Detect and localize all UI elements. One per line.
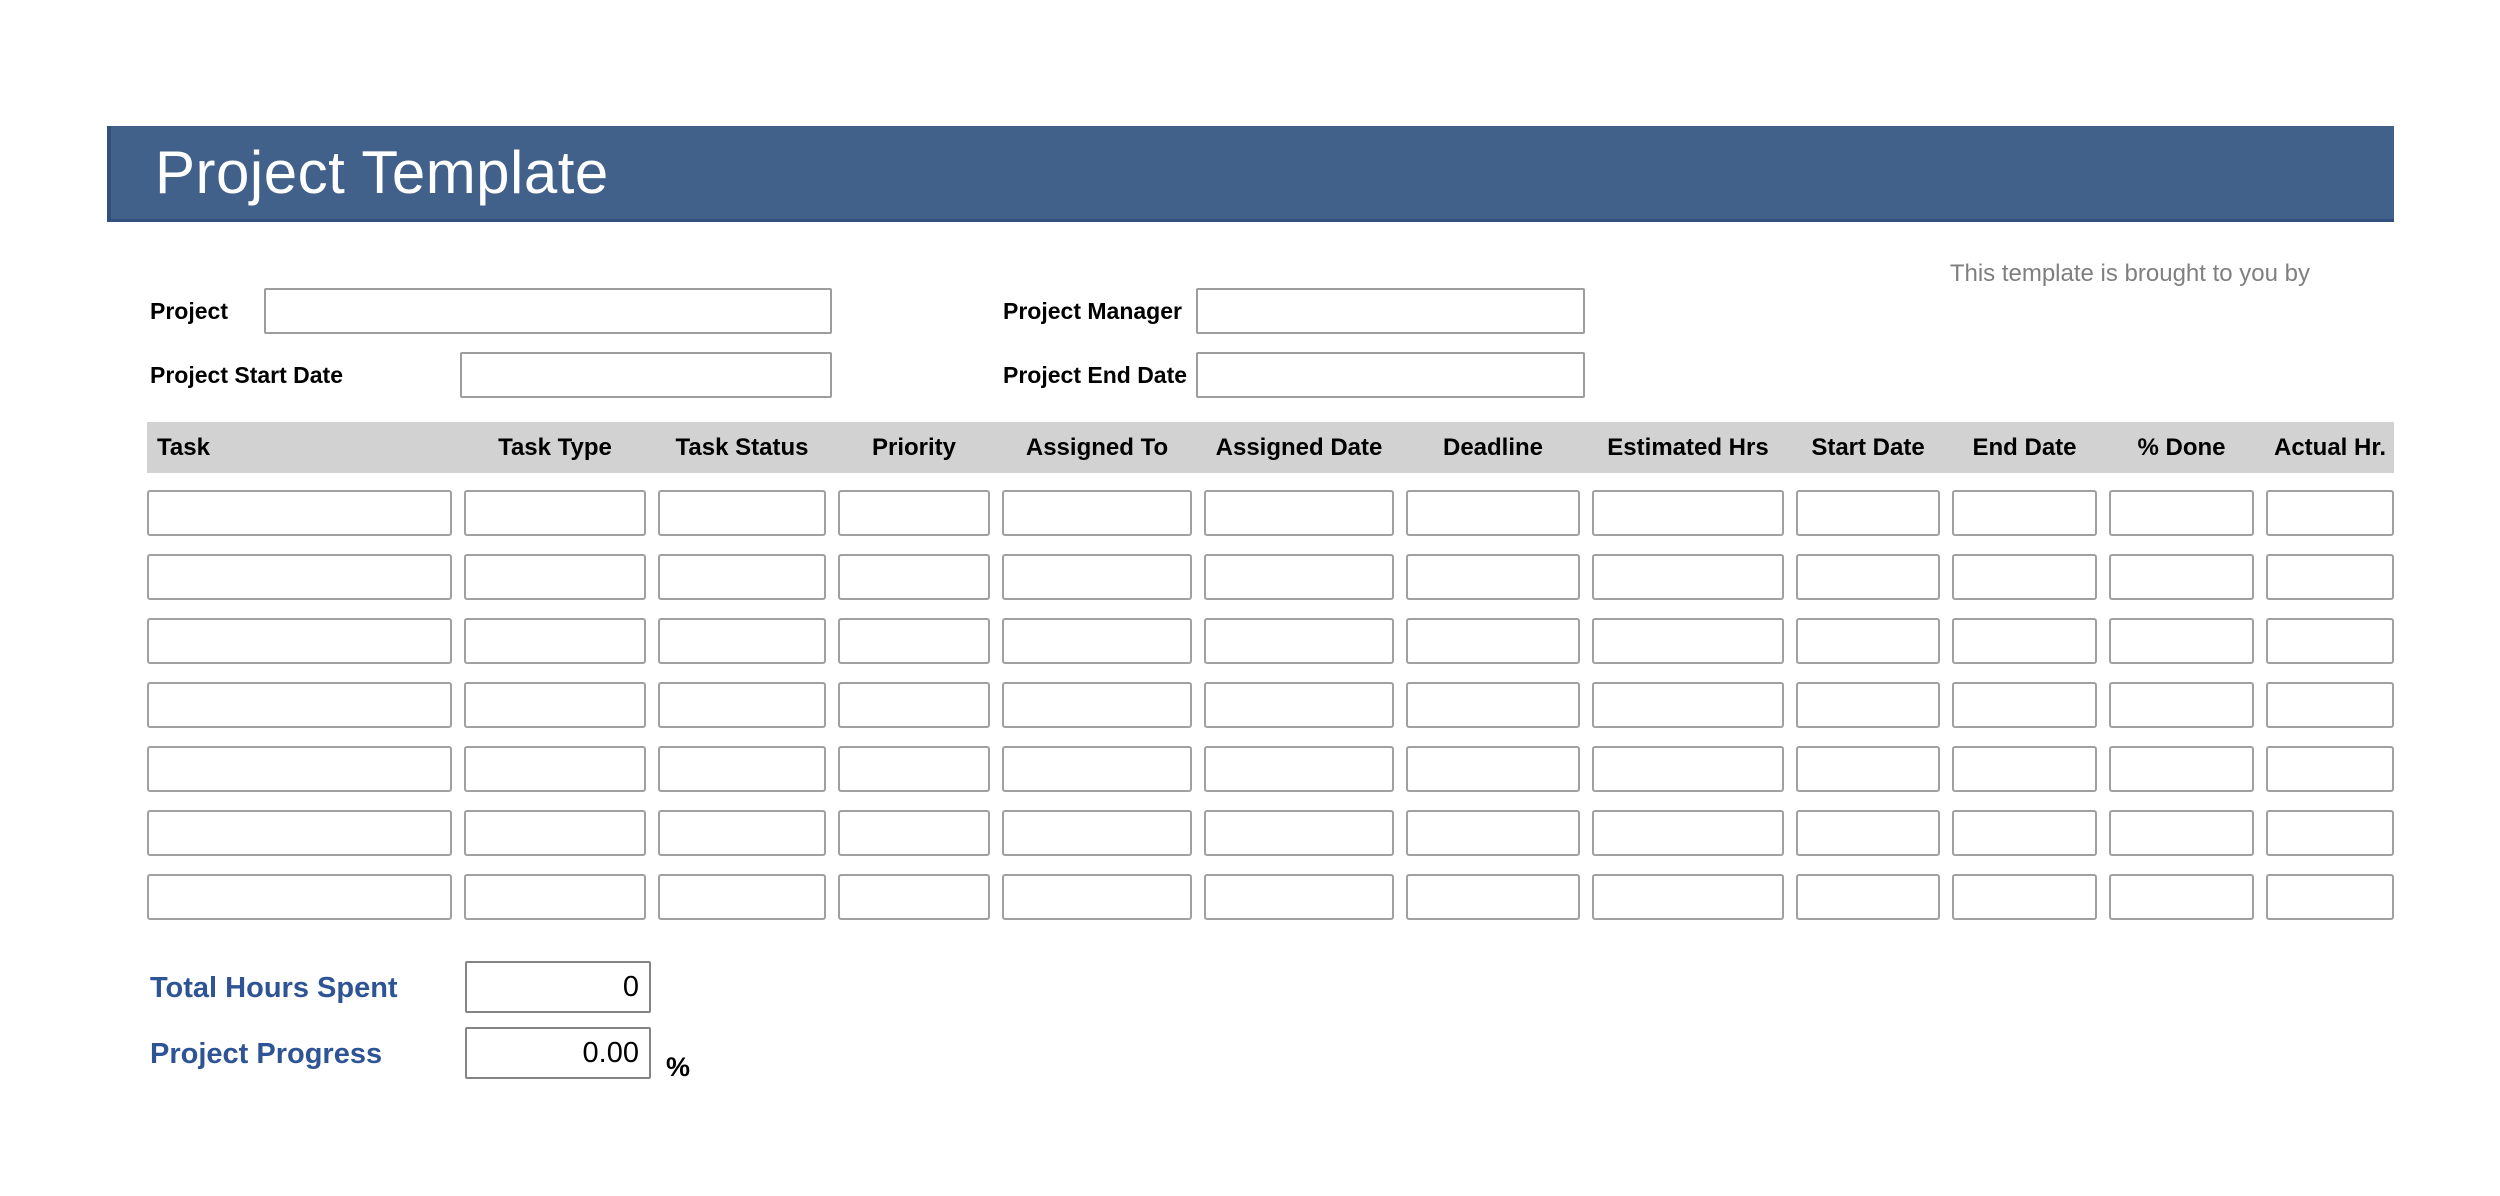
tagline: This template is brought to you by xyxy=(1949,260,2310,287)
cell-priority-row1[interactable] xyxy=(838,490,990,536)
cell-assigned-date-row2[interactable] xyxy=(1204,554,1394,600)
cell-task-row7[interactable] xyxy=(147,874,452,920)
column-header-assigned-date: Assigned Date xyxy=(1215,433,1383,461)
cell-assigned-to-row3[interactable] xyxy=(1002,618,1192,664)
cell-deadline-row4[interactable] xyxy=(1406,682,1580,728)
cell-done-row1[interactable] xyxy=(2109,490,2254,536)
column-header-task-type: Task Type xyxy=(498,433,612,461)
cell-task-type-row6[interactable] xyxy=(464,810,646,856)
cell-task-status-row4[interactable] xyxy=(658,682,826,728)
cell-end-date-row4[interactable] xyxy=(1952,682,2097,728)
cell-deadline-row5[interactable] xyxy=(1406,746,1580,792)
cell-actual-hr-row5[interactable] xyxy=(2266,746,2394,792)
cell-start-date-row4[interactable] xyxy=(1796,682,1940,728)
percent-unit-label: % xyxy=(666,1052,691,1082)
cell-assigned-date-row6[interactable] xyxy=(1204,810,1394,856)
project-end-date-label: Project End Date xyxy=(1003,362,1188,388)
project-manager-label: Project Manager xyxy=(1003,298,1182,324)
cell-task-row1[interactable] xyxy=(147,490,452,536)
cell-priority-row6[interactable] xyxy=(838,810,990,856)
project-end-date-input[interactable] xyxy=(1196,352,1585,398)
total-hours-value: 0 xyxy=(622,970,639,1003)
cell-estimated-hrs-row1[interactable] xyxy=(1592,490,1784,536)
cell-start-date-row5[interactable] xyxy=(1796,746,1940,792)
cell-estimated-hrs-row6[interactable] xyxy=(1592,810,1784,856)
cell-priority-row2[interactable] xyxy=(838,554,990,600)
cell-end-date-row7[interactable] xyxy=(1952,874,2097,920)
project-progress-label: Project Progress xyxy=(150,1038,383,1070)
cell-estimated-hrs-row5[interactable] xyxy=(1592,746,1784,792)
cell-estimated-hrs-row3[interactable] xyxy=(1592,618,1784,664)
cell-start-date-row7[interactable] xyxy=(1796,874,1940,920)
cell-assigned-date-row4[interactable] xyxy=(1204,682,1394,728)
cell-done-row6[interactable] xyxy=(2109,810,2254,856)
cell-actual-hr-row3[interactable] xyxy=(2266,618,2394,664)
column-header-task-status: Task Status xyxy=(675,433,809,461)
cell-estimated-hrs-row4[interactable] xyxy=(1592,682,1784,728)
cell-task-status-row2[interactable] xyxy=(658,554,826,600)
column-header-priority: Priority xyxy=(871,433,957,461)
project-progress-box[interactable] xyxy=(465,1027,651,1079)
cell-deadline-row6[interactable] xyxy=(1406,810,1580,856)
cell-assigned-to-row2[interactable] xyxy=(1002,554,1192,600)
cell-task-row6[interactable] xyxy=(147,810,452,856)
cell-actual-hr-row7[interactable] xyxy=(2266,874,2394,920)
cell-estimated-hrs-row2[interactable] xyxy=(1592,554,1784,600)
cell-actual-hr-row2[interactable] xyxy=(2266,554,2394,600)
cell-assigned-to-row7[interactable] xyxy=(1002,874,1192,920)
cell-task-status-row3[interactable] xyxy=(658,618,826,664)
project-input[interactable] xyxy=(264,288,832,334)
cell-deadline-row2[interactable] xyxy=(1406,554,1580,600)
column-header-task: Task xyxy=(157,433,210,461)
cell-done-row5[interactable] xyxy=(2109,746,2254,792)
cell-done-row2[interactable] xyxy=(2109,554,2254,600)
cell-assigned-to-row4[interactable] xyxy=(1002,682,1192,728)
cell-end-date-row1[interactable] xyxy=(1952,490,2097,536)
table-row xyxy=(147,618,2394,664)
cell-deadline-row1[interactable] xyxy=(1406,490,1580,536)
column-header-estimated-hrs: Estimated Hrs xyxy=(1607,433,1769,461)
cell-done-row3[interactable] xyxy=(2109,618,2254,664)
cell-end-date-row6[interactable] xyxy=(1952,810,2097,856)
cell-assigned-date-row7[interactable] xyxy=(1204,874,1394,920)
total-hours-box[interactable] xyxy=(465,961,651,1013)
cell-priority-row5[interactable] xyxy=(838,746,990,792)
table-header-row xyxy=(147,422,2394,473)
cell-task-status-row5[interactable] xyxy=(658,746,826,792)
project-start-date-input[interactable] xyxy=(460,352,832,398)
cell-estimated-hrs-row7[interactable] xyxy=(1592,874,1784,920)
cell-end-date-row3[interactable] xyxy=(1952,618,2097,664)
cell-priority-row4[interactable] xyxy=(838,682,990,728)
project-progress-value: 0.00 xyxy=(582,1036,639,1069)
table-row xyxy=(147,746,2394,792)
cell-task-status-row7[interactable] xyxy=(658,874,826,920)
total-hours-label: Total Hours Spent xyxy=(150,972,398,1004)
table-row xyxy=(147,554,2394,600)
cell-task-type-row7[interactable] xyxy=(464,874,646,920)
column-header-end-date: End Date xyxy=(1972,433,2077,461)
table-row xyxy=(147,874,2394,920)
table-row xyxy=(147,810,2394,856)
cell-assigned-date-row5[interactable] xyxy=(1204,746,1394,792)
cell-task-row5[interactable] xyxy=(147,746,452,792)
cell-task-status-row1[interactable] xyxy=(658,490,826,536)
task-table-body xyxy=(147,490,2394,938)
cell-assigned-date-row3[interactable] xyxy=(1204,618,1394,664)
cell-start-date-row1[interactable] xyxy=(1796,490,1940,536)
cell-task-row2[interactable] xyxy=(147,554,452,600)
cell-priority-row7[interactable] xyxy=(838,874,990,920)
cell-actual-hr-row4[interactable] xyxy=(2266,682,2394,728)
page-title: Project Template xyxy=(155,139,609,206)
cell-end-date-row2[interactable] xyxy=(1952,554,2097,600)
project-label: Project xyxy=(150,298,228,324)
table-row xyxy=(147,490,2394,536)
project-start-date-label: Project Start Date xyxy=(150,362,344,388)
cell-task-type-row1[interactable] xyxy=(464,490,646,536)
cell-priority-row3[interactable] xyxy=(838,618,990,664)
column-header-actual-hr: Actual Hr. xyxy=(2273,433,2387,461)
project-manager-input[interactable] xyxy=(1196,288,1585,334)
column-header-deadline: Deadline xyxy=(1442,433,1544,461)
cell-assigned-to-row5[interactable] xyxy=(1002,746,1192,792)
cell-done-row4[interactable] xyxy=(2109,682,2254,728)
cell-deadline-row7[interactable] xyxy=(1406,874,1580,920)
column-header-start-date: Start Date xyxy=(1811,433,1925,461)
table-row xyxy=(147,682,2394,728)
cell-task-status-row6[interactable] xyxy=(658,810,826,856)
column-header-assigned-to: Assigned To xyxy=(1025,433,1169,461)
cell-assigned-date-row1[interactable] xyxy=(1204,490,1394,536)
cell-start-date-row3[interactable] xyxy=(1796,618,1940,664)
cell-task-type-row4[interactable] xyxy=(464,682,646,728)
cell-assigned-to-row6[interactable] xyxy=(1002,810,1192,856)
cell-task-row4[interactable] xyxy=(147,682,452,728)
cell-task-type-row3[interactable] xyxy=(464,618,646,664)
cell-end-date-row5[interactable] xyxy=(1952,746,2097,792)
cell-task-row3[interactable] xyxy=(147,618,452,664)
cell-done-row7[interactable] xyxy=(2109,874,2254,920)
cell-task-type-row5[interactable] xyxy=(464,746,646,792)
cell-actual-hr-row6[interactable] xyxy=(2266,810,2394,856)
cell-actual-hr-row1[interactable] xyxy=(2266,490,2394,536)
cell-start-date-row2[interactable] xyxy=(1796,554,1940,600)
cell-task-type-row2[interactable] xyxy=(464,554,646,600)
column-header-done: % Done xyxy=(2137,433,2226,461)
cell-start-date-row6[interactable] xyxy=(1796,810,1940,856)
cell-deadline-row3[interactable] xyxy=(1406,618,1580,664)
title-bar xyxy=(107,126,2394,222)
cell-assigned-to-row1[interactable] xyxy=(1002,490,1192,536)
